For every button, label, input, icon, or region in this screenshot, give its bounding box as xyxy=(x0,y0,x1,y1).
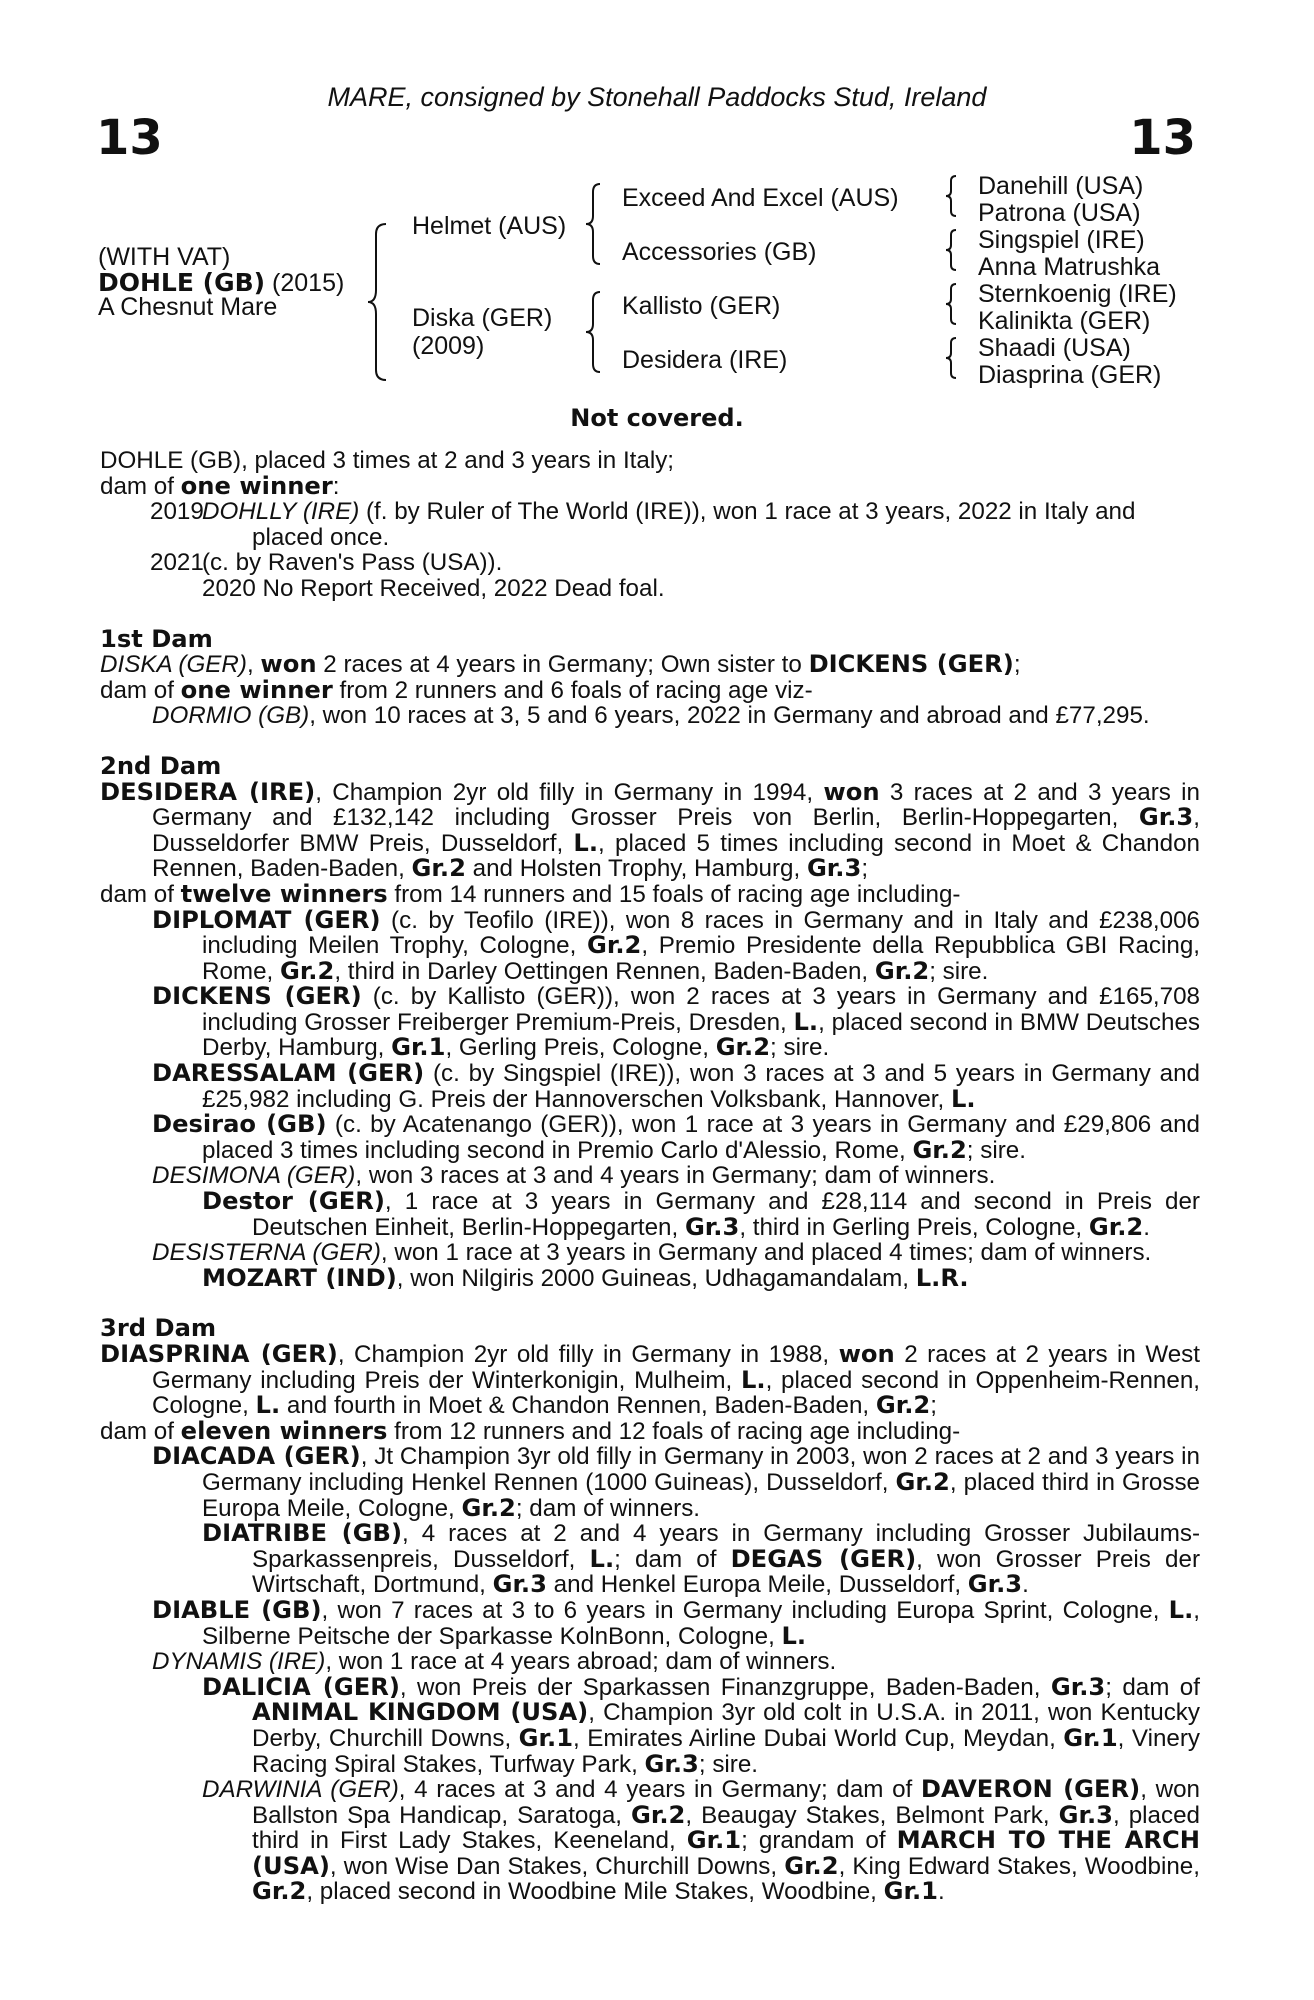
dam-dam: Desidera (IRE) xyxy=(622,346,788,374)
sire-name: Helmet (AUS) xyxy=(412,212,567,240)
section-heading-1st-dam: 1st Dam xyxy=(100,624,213,653)
gg-1: Danehill (USA) xyxy=(978,172,1144,200)
brace-g3 xyxy=(944,282,958,326)
record-dam-of: dam of one winner: xyxy=(100,471,340,500)
brace-sire-parents xyxy=(584,182,602,266)
dam-sire: Kallisto (GER) xyxy=(622,292,781,320)
race-record: DOHLE (GB), placed 3 times at 2 and 3 years in Italy; dam of one winner: 2019 DOHLLY (IRE) (f. by Ruler of The World (IRE)), won 1 race at 3 years, 2022 in Italy and placed once. 2021 (c. by Raven's Pass (USA)). 2020 No Report Received, 2022 Dead foal. 1st Dam DISKA (GER), won 2 races at 4 years in Germany; Own sister to DICKENS (GER); dam of one winner from 2 runners and 6 foals of racing age viz- DORMIO (GB), won 10 races at 3, 5 and 6 years, 2022 in Germany and abroad and £77,295. 2nd Dam DESIDERA (IRE), Champion 2yr old filly in Germany in 1994, won 3 races at 2 and 3 years in Germany and £132,142 including Grosser Preis von Berlin, Berlin-Hoppegarten, Gr.3, Dusseldorfer BMW Preis, Dusseldorf, L., placed 5 times including second in Moet & Chandon Rennen, Baden-Baden, Gr.2 and Holsten Trophy, Hamburg, Gr.3; dam of twelve winners from 14 runners and 15 foals of racing age including- DIPLOMAT (GER) (c. by Teofilo (IRE)), won 8 races in Germany and in Italy and £238,006 including Meilen Trophy, Cologne, Gr.2, Premio Presidente della Repubblica GBI Racing, Rome, Gr.2, third in Darley Oettingen Rennen, Baden-Baden, Gr.2; sire. DICKENS (GER) (c. by Kallisto (GER)), won 2 races at 3 years in Germany and £165,708 including Grosser Freiberger Premium-Preis, Dresden, L., placed second in BMW Deutsches Derby, Hamburg, Gr.1, Gerling Preis, Cologne, Gr.2; sire. DARESSALAM (GER) (c. by Singspiel (IRE)), won 3 races at 3 and 5 years in Germany and £25,982 including G. Preis der Hannoverschen Volksbank, Hannover, L. Desirao (GB) (c. by Acatenango (GER)), won 1 race at 3 years in Germany and £29,806 and placed 3 times including second in Premio Carlo d'Alessio, Rome, Gr.2; sire. DESIMONA (GER), won 3 races at 3 and 4 years in Germany; dam of winners. Destor (GER), 1 race at 3 years in Germany and £28,114 and second in Preis der Deutschen Einheit, Berlin-Hoppegarten, Gr.3, third in Gerling Preis, Cologne, Gr.2. DESISTERNA (GER), won 1 race at 3 years in Germany and placed 4 times; dam of winners. MOZART (IND), won Nilgiris 2000 Guineas, Udhagamandalam, L.R. 3rd Dam DIASPRINA (GER), Champion 2yr old filly in Germany in 1988, won 2 races at 2 years in West Germany including Preis der Winterkonigin, Mulheim, L., placed second in Oppenheim-Rennen, Cologne, L. and fourth in Moet & Chandon Rennen, Baden-Baden, Gr.2; dam of eleven winners from 12 runners and 12 foals of racing age including- DIACADA (GER), Jt Champion 3yr old filly in Germany in 2003, won 2 races at 2 and 3 years in Germany including Henkel Rennen (1000 Guineas), Dusseldorf, Gr.2, placed third in Grosse Europa Meile, Cologne, Gr.2; dam of winners. DIATRIBE (GB), 4 races at 2 and 4 years in Germany including Grosser Jubilaums-Sparkassenpreis, Dusseldorf, L.; dam of DEGAS (GER), won Grosser Preis der Wirtschaft, Dortmund, Gr.3 and Henkel Europa Meile, Dusseldorf, Gr.3. DIABLE (GB), won 7 races at 3 to 6 years in Germany including Europa Sprint, Cologne, L., Silberne Peitsche der Sparkasse KolnBonn, Cologne, L. DYNAMIS (IRE), won 1 race at 4 years abroad; dam of winners. DALICIA (GER), won Preis der Sparkassen Finanzgruppe, Baden-Baden, Gr.3; dam of ANIMAL KINGDOM (USA), Champion 3yr old colt in U.S.A. in 2011, won Kentucky Derby, Churchill Downs, Gr.1, Emirates Airline Dubai World Cup, Meydan, Gr.1, Vinery Racing Spiral Stakes, Turfway Park, Gr.3; sire. DARWINIA (GER), 4 races at 3 and 4 years in Germany; dam of DAVERON (GER), won Ballston Spa Handicap, Saratoga, Gr.2, Beaugay Stakes, Belmont Park, Gr.3, placed third in First Lady Stakes, Keeneland, Gr.1; grandam of MARCH TO THE ARCH (USA), won Wise Dan Stakes, Churchill Downs, Gr.2, King Edward Stakes, Woodbine, Gr.2, placed second in Woodbine Mile Stakes, Woodbine, Gr.1. xyxy=(100,447,1201,1906)
brace-dam-parents xyxy=(584,290,602,374)
section-heading-3rd-dam: 3rd Dam xyxy=(100,1314,217,1343)
foal-note: 2020 No Report Received, 2022 Dead foal. xyxy=(202,574,665,602)
lot-subtitle: MARE, consigned by Stonehall Paddocks Stud, Ireland xyxy=(327,82,987,112)
dam3-text: DIASPRINA (GER), Champion 2yr old filly in Germany in 1988, won 2 races at 2 years in West Germany including Preis der Winterkonigin, Mulheim, L., placed second in Oppenheim-Rennen, Cologne, L. and fourth in Moet & Chandon Rennen, Baden-Baden, Gr.2; xyxy=(100,1340,1200,1420)
brace-g4 xyxy=(944,336,958,380)
dam-year: (2009) xyxy=(412,332,485,360)
brace-g1 xyxy=(944,174,958,218)
horse-vat: (WITH VAT) xyxy=(98,243,231,271)
dam-name: Diska (GER) xyxy=(412,304,553,332)
brace-sire-dam xyxy=(366,222,388,382)
brace-g2 xyxy=(944,228,958,272)
lot-number-left: 13 xyxy=(96,110,163,166)
lot-number-right: 13 xyxy=(1129,110,1196,166)
gg-2: Patrona (USA) xyxy=(978,199,1141,227)
gg-4: Anna Matrushka xyxy=(978,253,1161,281)
horse-name: DOHLE (GB) xyxy=(98,268,266,297)
gg-8: Diasprina (GER) xyxy=(978,361,1162,389)
section-heading-2nd-dam: 2nd Dam xyxy=(100,751,222,780)
foal-entry: 2019 DOHLLY (IRE) (f. by Ruler of The World (IRE)), won 1 race at 3 years, 2022 in Italy and placed once. xyxy=(150,498,1136,551)
not-covered: Not covered. xyxy=(570,404,744,432)
dam2-text: DESIDERA (IRE), Champion 2yr old filly in Germany in 1994, won 3 races at 2 and 3 years in Germany and £132,142 including Grosser Preis von Berlin, Berlin-Hoppegarten, Gr.3, Dusseldorfer BMW Preis, Dusseldorf, L., placed 5 times including second in Moet & Chandon Rennen, Baden-Baden, Gr.2 and Holsten Trophy, Hamburg, Gr.3; xyxy=(100,777,1200,883)
record-line: DOHLE (GB), placed 3 times at 2 and 3 years in Italy; xyxy=(100,447,675,474)
sire-dam: Accessories (GB) xyxy=(622,238,817,266)
dam1-text: DISKA (GER), won 2 races at 4 years in Germany; Own sister to DICKENS (GER); xyxy=(100,650,1021,679)
gg-3: Singspiel (IRE) xyxy=(978,226,1145,254)
horse-description: A Chesnut Mare xyxy=(98,293,278,321)
horse-year: (2015) xyxy=(272,269,345,297)
sire-sire: Exceed And Excel (AUS) xyxy=(622,184,899,212)
gg-7: Shaadi (USA) xyxy=(978,334,1131,362)
gg-5: Sternkoenig (IRE) xyxy=(978,280,1177,308)
gg-6: Kalinikta (GER) xyxy=(978,307,1151,335)
foal-entry: 2021 (c. by Raven's Pass (USA)). xyxy=(150,549,503,577)
